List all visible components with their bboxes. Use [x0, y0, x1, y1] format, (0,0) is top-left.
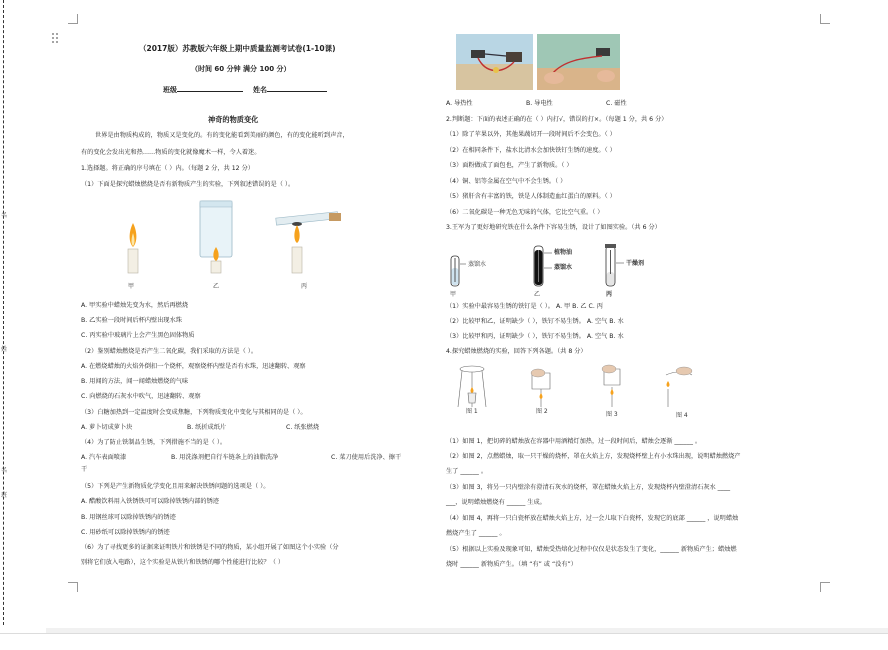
document-page	[46, 0, 888, 628]
judge-item: （6）二氧化碳是一种无色无味的气体，它比空气重。（ ）	[446, 209, 604, 216]
option-text: C. 磁性	[606, 100, 627, 107]
figure-caption: 图 3	[606, 411, 618, 418]
candle-experiment-figure	[91, 195, 346, 287]
question-text: （1）实验中最容易生锈的铁钉是（ ）。 A. 甲 B. 乙 C. 丙	[446, 303, 603, 310]
tube-label: 蒸馏水	[468, 261, 487, 268]
option-text: A. 萝卜切成萝卜块	[81, 424, 133, 431]
gutter-mark: 班	[1, 492, 8, 499]
part-heading: 3.王军为了更好地研究铁在什么条件下容易生锈，设计了如图实验。（共 6 分）	[446, 224, 661, 231]
option-text: C. 向燃烧的石灰水中吹气，迅速翻转、观察	[81, 393, 201, 400]
figure-caption: 丙	[301, 283, 308, 290]
section-title: 神奇的物质变化	[208, 115, 259, 124]
question-text: （2）比较甲和乙，证明缺少（ ），铁钉不易生锈。 A. 空气 B. 水	[446, 318, 624, 325]
option-text: C. 用砂纸可以除掉铁锈内的锈迹	[81, 529, 170, 536]
tube-label: 植物油	[554, 249, 573, 256]
option-text: A. 汽车表面喷漆	[81, 454, 127, 461]
question-text: （3）白糖加热到一定温度时会变成焦糖，下列物质变化中变化与其相同的是（ ）。	[81, 409, 307, 416]
question-text: （4）为了防止铁制品生锈，下列措施不当的是（ ）。	[81, 439, 227, 446]
option-text: A. 甲实验中蜡烛先变为水，然后再燃烧	[81, 302, 189, 309]
circuit-photos	[456, 34, 620, 90]
class-name-line	[163, 86, 327, 94]
margin-corner	[68, 14, 78, 24]
exam-title: （2017版）苏教版六年级上期中质量监测考试卷(1-10课)	[139, 44, 336, 53]
drag-handle-icon[interactable]	[52, 33, 60, 45]
figure-caption: 图 1	[466, 408, 478, 415]
part-heading: 4.探究蜡烛燃烧的实验，回答下列各题。（共 8 分）	[446, 348, 587, 355]
tube-label: 蒸馏水	[554, 264, 573, 271]
judge-item: （2）在相同条件下，盐水比清水会加快铁钉生锈的速度。（ ）	[446, 147, 616, 154]
option-text: B. 用钢丝球可以除掉铁锈内的锈迹	[81, 514, 176, 521]
option-text: A. 导热性	[446, 100, 473, 107]
option-text: B. 纸折成纸片	[187, 424, 227, 431]
question-text: 生了 ______ 。	[446, 468, 488, 475]
question-text: （2）鉴别蜡烛燃烧是否产生二氧化碳，我们采取的方法是（ ）。	[81, 348, 258, 355]
option-text: B. 用洗涤剂把自行车链条上的油脂洗净	[171, 454, 279, 461]
question-text: （5）根据以上实验及现象可知，蜡烛受热熔化过程中仅仅是状态发生了变化，______ 新物质产生；蜡烛燃	[446, 546, 737, 553]
option-text: B. 导电性	[526, 100, 553, 107]
figure-caption: 图 2	[536, 408, 548, 415]
tube-name: 丙	[606, 291, 613, 298]
figure-caption: 图 4	[676, 412, 688, 419]
gutter-mark: 名	[1, 212, 8, 219]
gutter-mark: 名	[1, 467, 8, 474]
question-text: （5）下列是产生新物质化学变化且用来解决铁锈问题的选项是（ ）。	[81, 483, 270, 490]
judge-item: （4）铜、铝等金属在空气中不会生锈。（ ）	[446, 178, 567, 185]
figure-caption: 乙	[213, 283, 220, 290]
question-text: 燃烧产生了 ______ 。	[446, 530, 506, 537]
tube-label: 干燥剂	[626, 260, 645, 267]
tube-name: 甲	[450, 291, 457, 298]
question-text: （3）比较甲和丙，证明缺少（ ），铁钉不易生锈。 A. 空气 B. 水	[446, 333, 624, 340]
intro-text: 世界是由物质构成的，物质又是变化的。有的变化能看到美丽的颜色，有的变化能听到声音，	[95, 132, 349, 139]
question-text: （2）如图 2，点燃蜡烛，取一只干燥的烧杯，罩在火焰上方，发现烧杯壁上有小水珠出现，说明蜡烛燃烧产	[446, 453, 741, 460]
option-text: C. 纸张燃烧	[286, 424, 320, 431]
candle-bing	[276, 212, 341, 273]
judge-item: （5）猪肝含有丰富的铁，铁是人体制造血红蛋白的原料。（ ）	[446, 193, 616, 200]
question-text: （1）下面是探究蜡烛燃烧是否有新物质产生的实验，下列叙述错误的是（ ）。	[81, 181, 295, 188]
margin-corner	[820, 582, 830, 592]
part-heading: 1.选择题。将正确的序号填在（ ）内。（每题 2 分，共 12 分）	[81, 165, 254, 172]
candle-jia	[128, 223, 138, 273]
cut-line	[3, 0, 4, 625]
question-text: （4）如图 4，再将一只白瓷杯放在蜡烛火焰上方，过一会儿取下白瓷杯，发现它的底部 ______ ，说明蜡烛	[446, 515, 739, 522]
intro-text: 有的变化会发出光和热……物质的变化就像魔术一样，令人着迷。	[81, 149, 261, 156]
part-heading: 2.判断题：下面的表述正确的在（ ）内打√，错误的打×。（每题 1 分，共 6 分）	[446, 116, 668, 123]
exam-subtitle: （时间 60 分钟 满分 100 分）	[191, 65, 291, 73]
name-label: 姓名	[253, 86, 267, 94]
tube-name: 乙	[534, 291, 541, 298]
option-text: B. 乙实验一段时间后杯内壁出现水珠	[81, 317, 182, 324]
question-text: （6）为了寻找更多的证据来证明铁片和铁锈是不同的物质，某小组开展了如图这个小实验（分	[81, 544, 339, 551]
question-text: ___，说明蜡烛燃烧有 ______ 生成。	[446, 499, 546, 506]
gutter-mark: 姓	[1, 346, 8, 353]
judge-item: （1）除了苹果以外，其他果蔬切开一段时间后不会变色。（ ）	[446, 131, 616, 138]
figure-caption: 甲	[128, 283, 135, 290]
option-text: C. 菜刀使用后洗净、擦干	[331, 454, 402, 461]
question-text: 别将它们放入电路），这个实验是从铁片和铁锈的哪个性能进行比较？（ ）	[81, 559, 285, 566]
binding-gutter	[0, 0, 46, 650]
question-text: 烧时 ______ 新物质产生。（填 “有” 或 “没有”）	[446, 561, 577, 568]
option-text: A. 在燃烧蜡烛的火焰外倒扣一个烧杯，观察烧杯内壁是否有水珠，迅速翻转、观察	[81, 363, 306, 370]
question-text: （3）如图 3，将另一只内壁涂有澄清石灰水的烧杯，罩在蜡烛火焰上方，发现烧杯内壁澄清石灰水 ____	[446, 484, 731, 491]
option-text: 干	[81, 466, 88, 473]
margin-corner	[68, 582, 78, 592]
margin-corner	[820, 14, 830, 24]
option-text: B. 用闻的方法，闻一闻蜡烛燃烧的气味	[81, 378, 189, 385]
option-text: C. 丙实验中玻璃片上会产生黑色固体物质	[81, 332, 195, 339]
judge-item: （3）面粉做成了面包也，产生了新物质。（ ）	[446, 162, 573, 169]
next-page-top	[0, 633, 888, 650]
candle-figures-1-4	[454, 359, 714, 415]
question-text: （1）如图 1，把切碎的蜡烛放在容器中用酒精灯加热，过一段时间后，蜡烛会逐渐 ______ 。	[446, 438, 702, 445]
option-text: A. 醋酸饮料用入铁锈铁可可以除掉铁锈内部的锈迹	[81, 498, 219, 505]
candle-yi	[200, 201, 232, 273]
class-label: 班级	[163, 86, 177, 94]
